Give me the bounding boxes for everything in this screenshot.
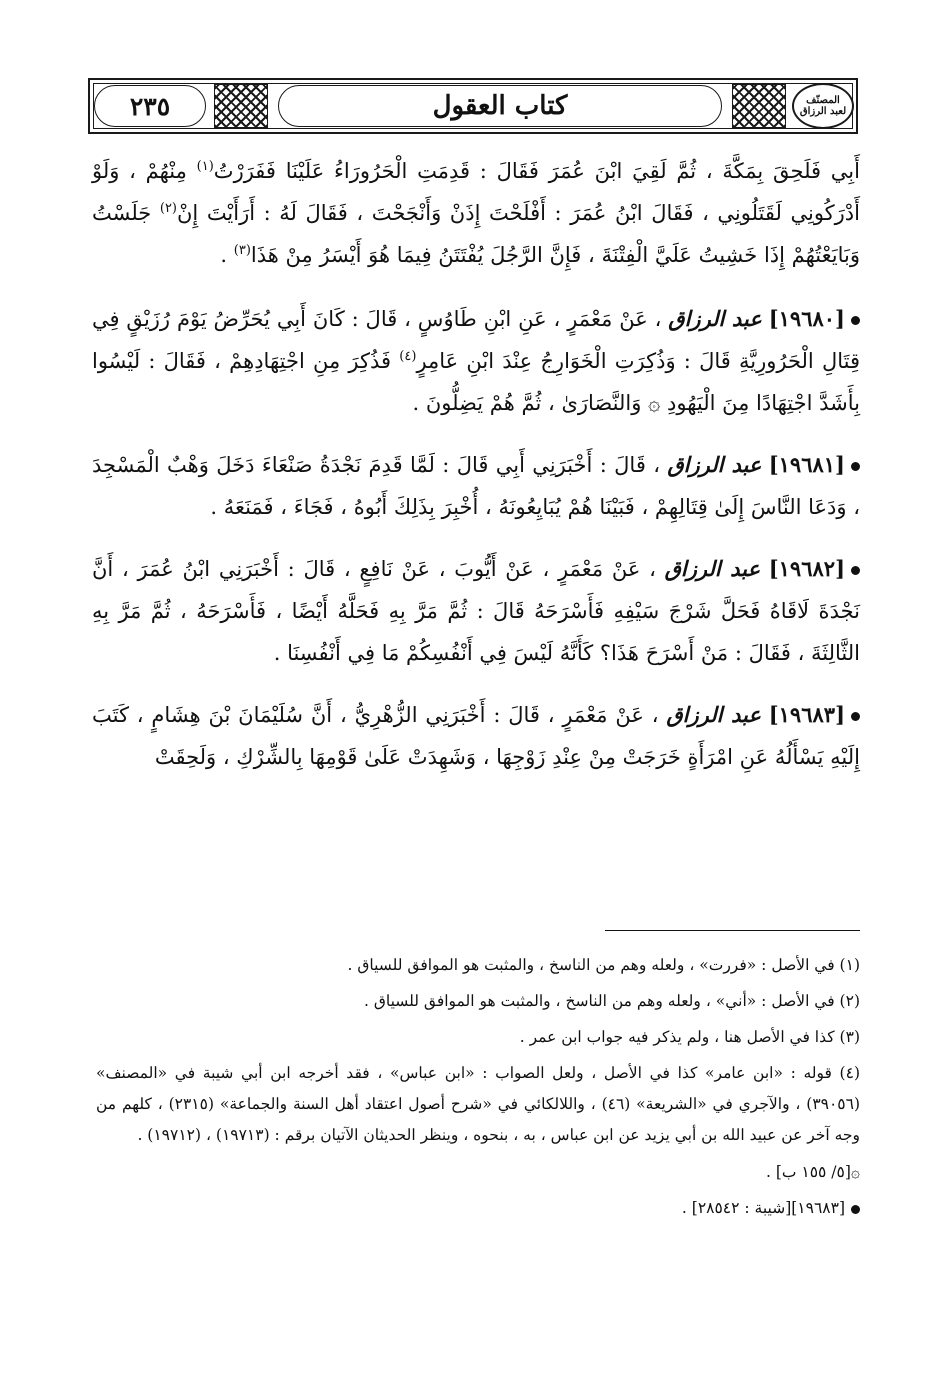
hadith-text-a: ، عَنْ مَعْمَرٍ ، عَنِ ابْنِ طَاوُسٍ ، قَالَ : كَانَ أَبِي يُحَرِّضُ يَوْمَ رُزَيْقٍ فِي قِتَالِ الْحَرُورِيَّةِ قَالَ : وَذُكِرَتِ الْخَوَارِجُ عِنْدَ ابْنِ عَامِرٍ	[92, 307, 860, 373]
bullet-icon	[851, 712, 860, 721]
series-emblem	[792, 83, 854, 129]
chapter-title: كتاب العقول	[278, 85, 722, 127]
shaybah-reference	[96, 1193, 860, 1224]
footnote-2: (٢) في الأصل : «أني» ، ولعله وهم من الناسخ ، والمثبت هو الموافق للسياق .	[364, 992, 860, 1010]
hadith-source: عبد الرزاق	[668, 306, 762, 331]
shaybah-reference-text: [١٩٦٨٣][شيبة : ٢٨٥٤٢] .	[681, 1199, 845, 1217]
bullet-icon	[851, 316, 860, 325]
bullet-icon	[851, 1205, 860, 1214]
hadith-number: [١٩٦٨٣]	[768, 702, 845, 727]
footnotes	[96, 950, 860, 1229]
hadith-text-a: ، عَنْ مَعْمَرٍ ، عَنْ أَيُّوبَ ، عَنْ نَافِعٍ ، قَالَ : أَخْبَرَنِي ابْنُ عُمَرَ ، أَنَّ نَجْدَةَ لَاقَاهُ فَحَلَّ شَرْجَ سَيْفِهِ فَأَسْرَحَهُ قَالَ : ثُمَّ مَرَّ بِهِ فَحَلَّهُ أَيْضًا ، فَأَسْرَحَهُ ، ثُمَّ مَرَّ بِهِ الثَّالِثَةَ ، فَقَالَ : مَنْ أَسْرَحَ هَذَا؟ كَأَنَّهُ لَيْسَ فِي أَنْفُسِكُمْ مَا فِي أَنْفُسِنَا .	[92, 557, 860, 665]
hadith-text-a: ، قَالَ : أَخْبَرَنِي أَبِي قَالَ : لَمَّا قَدِمَ نَجْدَةُ صَنْعَاءَ دَخَلَ وَهْبٌ الْمَسْجِدَ ، وَدَعَا النَّاسَ إِلَىٰ قِتَالِهِمْ ، فَبَيْنَا هُمْ يُبَايِعُونَهُ ، أُخْبِرَ بِذَلِكَ أَبُوهُ ، فَجَاءَ ، فَمَنَعَهُ .	[92, 453, 860, 519]
continuation-paragraph	[92, 150, 860, 276]
footnote-3: (٣) كذا في الأصل هنا ، ولم يذكر فيه جواب ابن عمر .	[519, 1028, 860, 1046]
series-line-1: المصنّف	[806, 95, 840, 106]
bullet-icon	[851, 566, 860, 575]
hadith-source: عبد الرزاق	[666, 702, 761, 727]
manuscript-reference: ۞[٥/ ١٥٥ ب] .	[765, 1163, 860, 1181]
hadith-text-b: فَذُكِرَ مِنِ اجْتِهَادِهِمْ ، فَقَالَ : لَيْسُوا بِأَشَدَّ اجْتِهَادًا مِنَ الْيَهُودِ ۞ وَالنَّصَارَىٰ ، ثُمَّ هُمْ يَضِلُّونَ .	[92, 349, 860, 415]
ornament-left	[214, 84, 268, 128]
page-header	[88, 78, 858, 134]
hadith-number: [١٩٦٨١]	[768, 452, 845, 477]
continuation-text-a: أَبِي فَلَحِقَ بِمَكَّةَ ، ثُمَّ لَقِيَ ابْنَ عُمَرَ فَقَالَ : قَدِمَتِ الْحَرُورَاءُ عَلَيْنَا فَفَرَرْتُ	[213, 159, 860, 183]
footnote-marker-3: (٣)	[233, 243, 251, 258]
ornament-right	[732, 84, 786, 128]
footnote-marker-4: (٤)	[399, 349, 417, 364]
footnote-marker-2: (٢)	[159, 201, 177, 216]
hadith-source: عبد الرزاق	[664, 556, 760, 581]
footnote-marker-1: (١)	[196, 159, 214, 174]
page-number: ٢٣٥	[94, 85, 206, 127]
bullet-icon	[851, 462, 860, 471]
continuation-text-b: مِنْهُمْ ، وَلَوْ أَدْرَكُونِي لَقَتَلُونِي ، فَقَالَ ابْنُ عُمَرَ : أَفْلَحْتَ إِذَنْ وَأَنْجَحْتَ ، فَقَالَ لَهُ : أَرَأَيْتَ إِنْ	[92, 159, 860, 225]
hadith-19683	[92, 694, 860, 778]
hadith-source: عبد الرزاق	[667, 452, 762, 477]
hadith-text-a: ، عَنْ مَعْمَرٍ ، قَالَ : أَخْبَرَنِي الزُّهْرِيُّ ، أَنَّ سُلَيْمَانَ بْنَ هِشَامٍ ، كَتَبَ إِلَيْهِ يَسْأَلُهُ عَنِ امْرَأَةٍ خَرَجَتْ مِنْ عِنْدِ زَوْجِهَا ، وَشَهِدَتْ عَلَىٰ قَوْمِهَا بِالشِّرْكِ ، وَلَحِقَتْ	[92, 703, 860, 769]
hadith-19682	[92, 548, 860, 674]
hadith-number: [١٩٦٨٢]	[768, 556, 845, 581]
hadith-19680	[92, 298, 860, 424]
footnote-4: (٤) قوله : «ابن عامر» كذا في الأصل ، ولعل الصواب : «ابن عباس» ، فقد أخرجه ابن أبي شيبة في «المصنف» (٣٩٠٥٦) ، والآجري في «الشريعة» (٤٦) ، واللالكائي في «شرح أصول اعتقاد أهل السنة والجماعة» (٢٣١٥) ، كلهم من وجه آخر عن عبيد الله بن أبي يزيد عن ابن عباس ، به ، بنحوه ، وينظر الحديثان الآتيان برقم : (١٩٧١٣) ، (١٩٧١٢) .	[96, 1064, 861, 1144]
footnote-1: (١) في الأصل : «فررت» ، ولعله وهم من الناسخ ، والمثبت هو الموافق للسياق .	[347, 956, 860, 974]
continuation-text-c: جَلَسْتُ وَبَايَعْتُهُمْ إِذَا خَشِيتُ عَلَيَّ الْفِتْنَةَ ، فَإِنَّ الرَّجُلَ يُفْتَتَنُ فِيمَا هُوَ أَيْسَرُ مِنْ هَذَا	[92, 201, 860, 267]
series-line-2: لعبد الرزاق	[799, 106, 847, 117]
hadith-19681	[92, 444, 860, 528]
footnote-separator	[605, 930, 860, 931]
continuation-text-d: .	[220, 243, 228, 267]
main-text	[92, 150, 860, 798]
hadith-number: [١٩٦٨٠]	[768, 306, 845, 331]
